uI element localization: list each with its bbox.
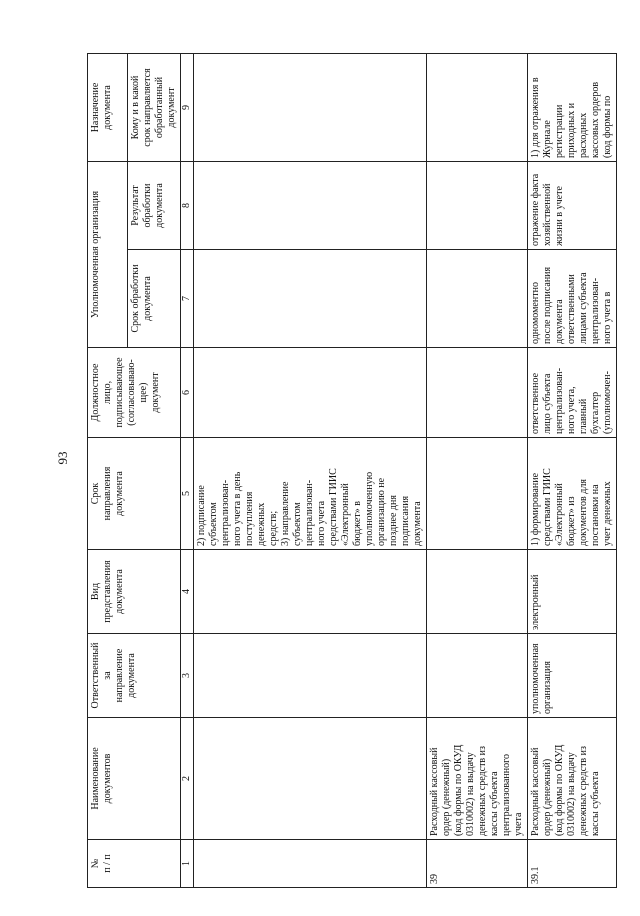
- column-number: 1: [181, 840, 194, 888]
- column-number: 5: [181, 438, 194, 550]
- document-table: [87, 53, 617, 888]
- cell-processing-result: отражение факта хозяйственной жизни в учете: [528, 161, 617, 249]
- column-number: 8: [181, 161, 194, 249]
- cell-signing-official: ответственное лицо субъекта централизован- ного учета, главный бухгалтер (уполномочен-: [528, 348, 617, 438]
- cell-processing-deadline: [194, 250, 427, 348]
- cell-responsible: [194, 634, 427, 718]
- cell-signing-official: [427, 348, 528, 438]
- cell-number: 39.1: [528, 840, 617, 888]
- cell-recipient: [427, 53, 528, 161]
- header-signing-official: Должностное лицо, подписывающее (согласовываю- щее) документ: [88, 348, 181, 438]
- page-number: 93: [55, 451, 70, 465]
- cell-signing-official: [194, 348, 427, 438]
- document-table-wrapper: [87, 54, 613, 888]
- header-document-name: Наименование документов: [88, 718, 181, 840]
- header-responsible: Ответственный за направление документа: [88, 634, 181, 718]
- cell-presentation-type: [194, 550, 427, 634]
- column-number: 2: [181, 718, 194, 840]
- cell-processing-result: [427, 161, 528, 249]
- header-presentation-type: Вид представления документа: [88, 550, 181, 634]
- cell-processing-deadline: одномоментно после подписания документа ответственными лицами субъекта централизован- ного учета в: [528, 250, 617, 348]
- header-row-top: [88, 53, 128, 887]
- header-number: № п / п: [88, 840, 181, 888]
- cell-responsible: уполномоченная организация: [528, 634, 617, 718]
- cell-document-name: Расходный кассовый ордер (денежный) (код формы по ОКУД 0310002) на выдачу денежных средств из кассы субъекта централизованного учета: [427, 718, 528, 840]
- table-row: [194, 53, 427, 887]
- table-row: [528, 53, 617, 887]
- header-document-purpose: Назначение документа: [88, 53, 128, 161]
- cell-document-name: [194, 718, 427, 840]
- column-number: 6: [181, 348, 194, 438]
- column-number: 4: [181, 550, 194, 634]
- column-number: 9: [181, 53, 194, 161]
- column-number: 3: [181, 634, 194, 718]
- header-processing-result: Результат обработки документа: [128, 161, 181, 249]
- header-send-deadline: Срок направления документа: [88, 438, 181, 550]
- column-number: 7: [181, 250, 194, 348]
- cell-number: [194, 840, 427, 888]
- header-processing-deadline: Срок обработки документа: [128, 250, 181, 348]
- header-recipient: Кому и в какой срок направляется обработанный документ: [128, 53, 181, 161]
- cell-send-deadline: 2) подписание субъектом централизован- ного учета в день поступления денежных средств; 3) направление субъектом централизован- ного учета средствами ГИИС «Электронный бюджет» в уполномоченную организацию не позднее дня подписания документа: [194, 438, 427, 550]
- cell-number: 39: [427, 840, 528, 888]
- cell-presentation-type: электронный: [528, 550, 617, 634]
- cell-presentation-type: [427, 550, 528, 634]
- cell-recipient: 1) для отражения в Журнале регистрации приходных и расходных кассовых ордеров (код формы по: [528, 53, 617, 161]
- cell-send-deadline: [427, 438, 528, 550]
- cell-send-deadline: 1) формирование средствами ГИИС «Электронный бюджет» из документов для постановки на учет денежных: [528, 438, 617, 550]
- column-number-row: [181, 53, 194, 887]
- cell-responsible: [427, 634, 528, 718]
- cell-recipient: [194, 53, 427, 161]
- table-row: [427, 53, 528, 887]
- cell-processing-deadline: [427, 250, 528, 348]
- header-authorized-organization: Уполномоченная организация: [88, 161, 128, 347]
- cell-processing-result: [194, 161, 427, 249]
- cell-document-name: Расходный кассовый ордер (денежный) (код формы по ОКУД 0310002) на выдачу денежных средств из кассы субъекта: [528, 718, 617, 840]
